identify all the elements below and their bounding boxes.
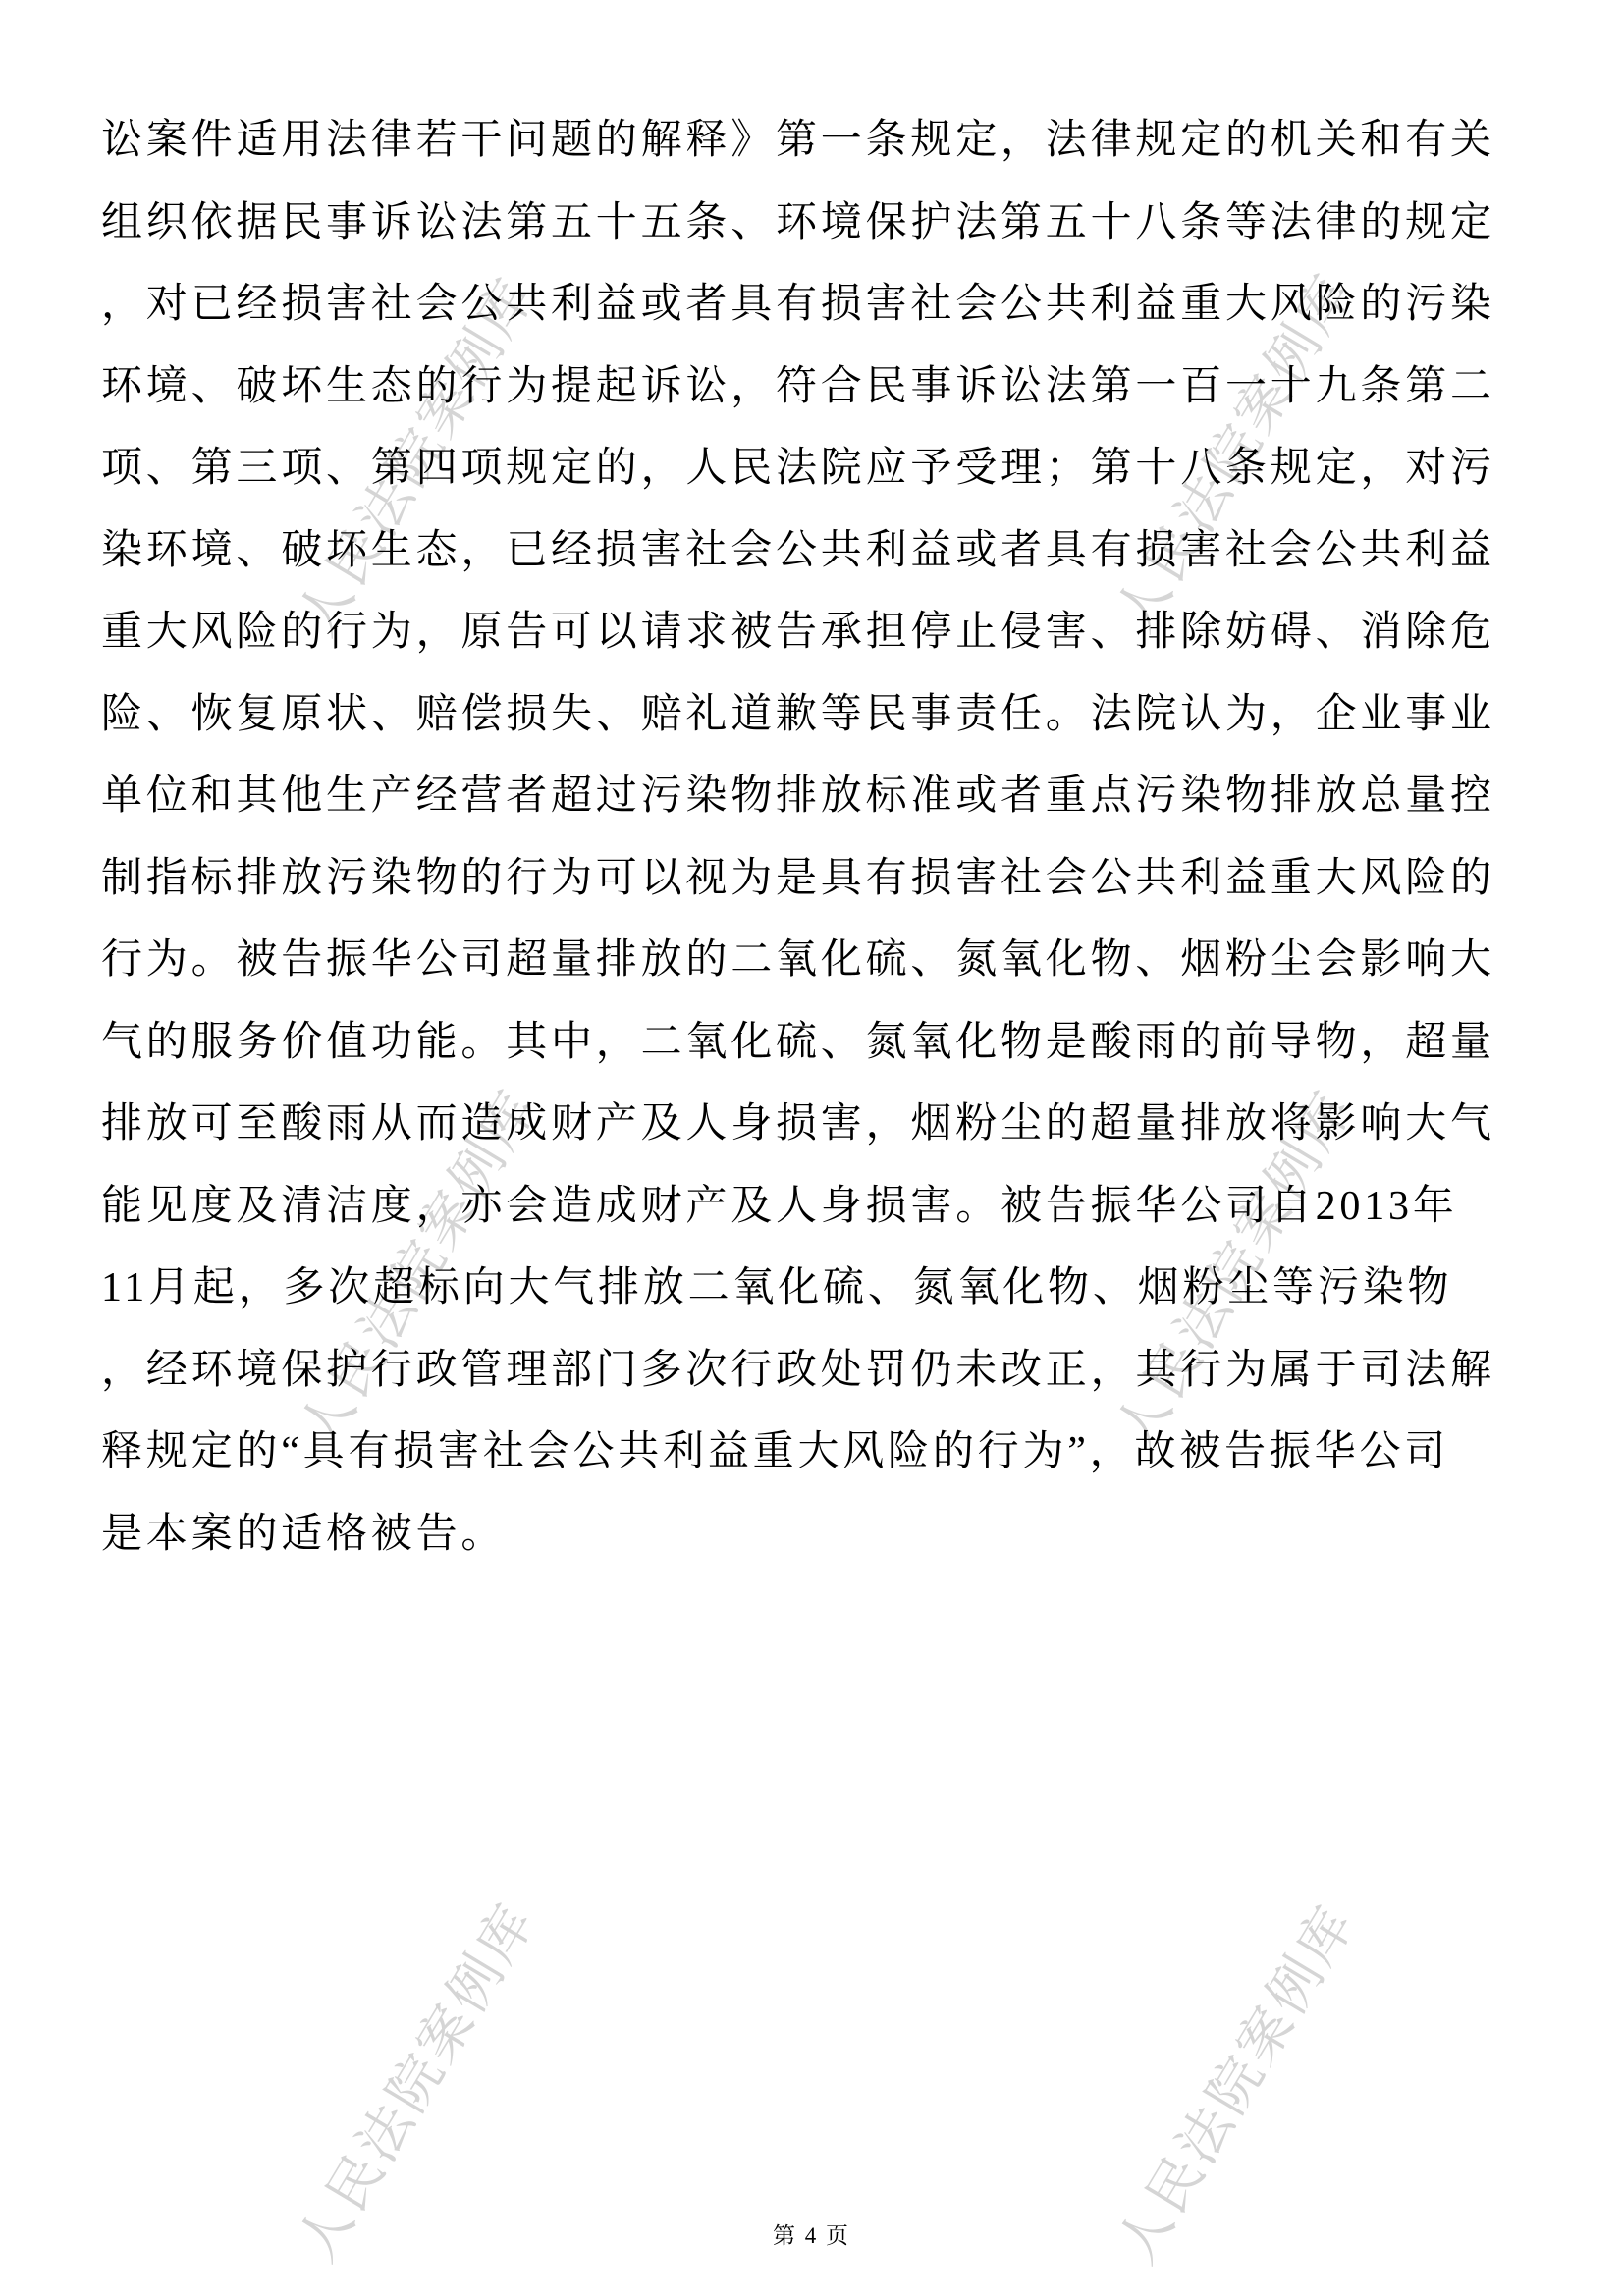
text-line: 染环境、破坏生态，已经损害社会公共利益或者具有损害社会公共利益 bbox=[101, 527, 1495, 573]
text-line: ，经环境保护行政管理部门多次行政处罚仍未改正，其行为属于司法解 bbox=[101, 1347, 1495, 1393]
page-number: 第 4 页 bbox=[773, 2223, 850, 2248]
text-line: 重大风险的行为，原告可以请求被告承担停止侵害、排除妨碍、消除危 bbox=[101, 610, 1495, 655]
text-line: 释规定的“具有损害社会公共利益重大风险的行为”，故被告振华公司 bbox=[101, 1429, 1450, 1474]
text-line: 环境、破坏生态的行为提起诉讼，符合民事诉讼法第一百一十九条第二 bbox=[101, 363, 1495, 409]
watermark-text: 人民法院案例库 bbox=[286, 1892, 547, 2271]
watermark-text: 人民法院案例库 bbox=[1104, 262, 1365, 642]
watermark-text: 人民法院案例库 bbox=[288, 1078, 549, 1458]
text-line: 制指标排放污染物的行为可以视为是具有损害社会公共利益重大风险的 bbox=[101, 855, 1495, 901]
text-line: 排放可至酸雨从而造成财产及人身损害，烟粉尘的超量排放将影响大气 bbox=[101, 1101, 1495, 1147]
text-line: 讼案件适用法律若干问题的解释》第一条规定，法律规定的机关和有关 bbox=[101, 118, 1495, 163]
watermark-text: 人民法院案例库 bbox=[1106, 1894, 1367, 2273]
watermark-text: 人民法院案例库 bbox=[1104, 1079, 1365, 1459]
text-line: 11月起，多次超标向大气排放二氧化硫、氮氧化物、烟粉尘等污染物 bbox=[101, 1265, 1453, 1310]
text-line: 单位和其他生产经营者超过污染物排放标准或者重点污染物排放总量控 bbox=[101, 774, 1495, 819]
text-line: 是本案的适格被告。 bbox=[101, 1511, 507, 1557]
watermark-text: 人民法院案例库 bbox=[286, 266, 547, 646]
text-line: 气的服务价值功能。其中，二氧化硫、氮氧化物是酸雨的前导物，超量 bbox=[101, 1019, 1495, 1065]
text-line: 能见度及清洁度，亦会造成财产及人身损害。被告振华公司自2013年 bbox=[101, 1183, 1458, 1229]
text-line: 险、恢复原状、赔偿损失、赔礼道歉等民事责任。法院认为，企业事业 bbox=[101, 691, 1495, 737]
text-line: 项、第三项、第四项规定的，人民法院应予受理；第十八条规定，对污 bbox=[101, 446, 1495, 491]
text-line: 组织依据民事诉讼法第五十五条、环境保护法第五十八条等法律的规定 bbox=[101, 199, 1495, 245]
text-line: ，对已经损害社会公共利益或者具有损害社会公共利益重大风险的污染 bbox=[101, 282, 1495, 327]
body-text bbox=[101, 100, 1535, 1575]
text-line: 行为。被告振华公司超量排放的二氧化硫、氮氧化物、烟粉尘会影响大 bbox=[101, 937, 1495, 983]
